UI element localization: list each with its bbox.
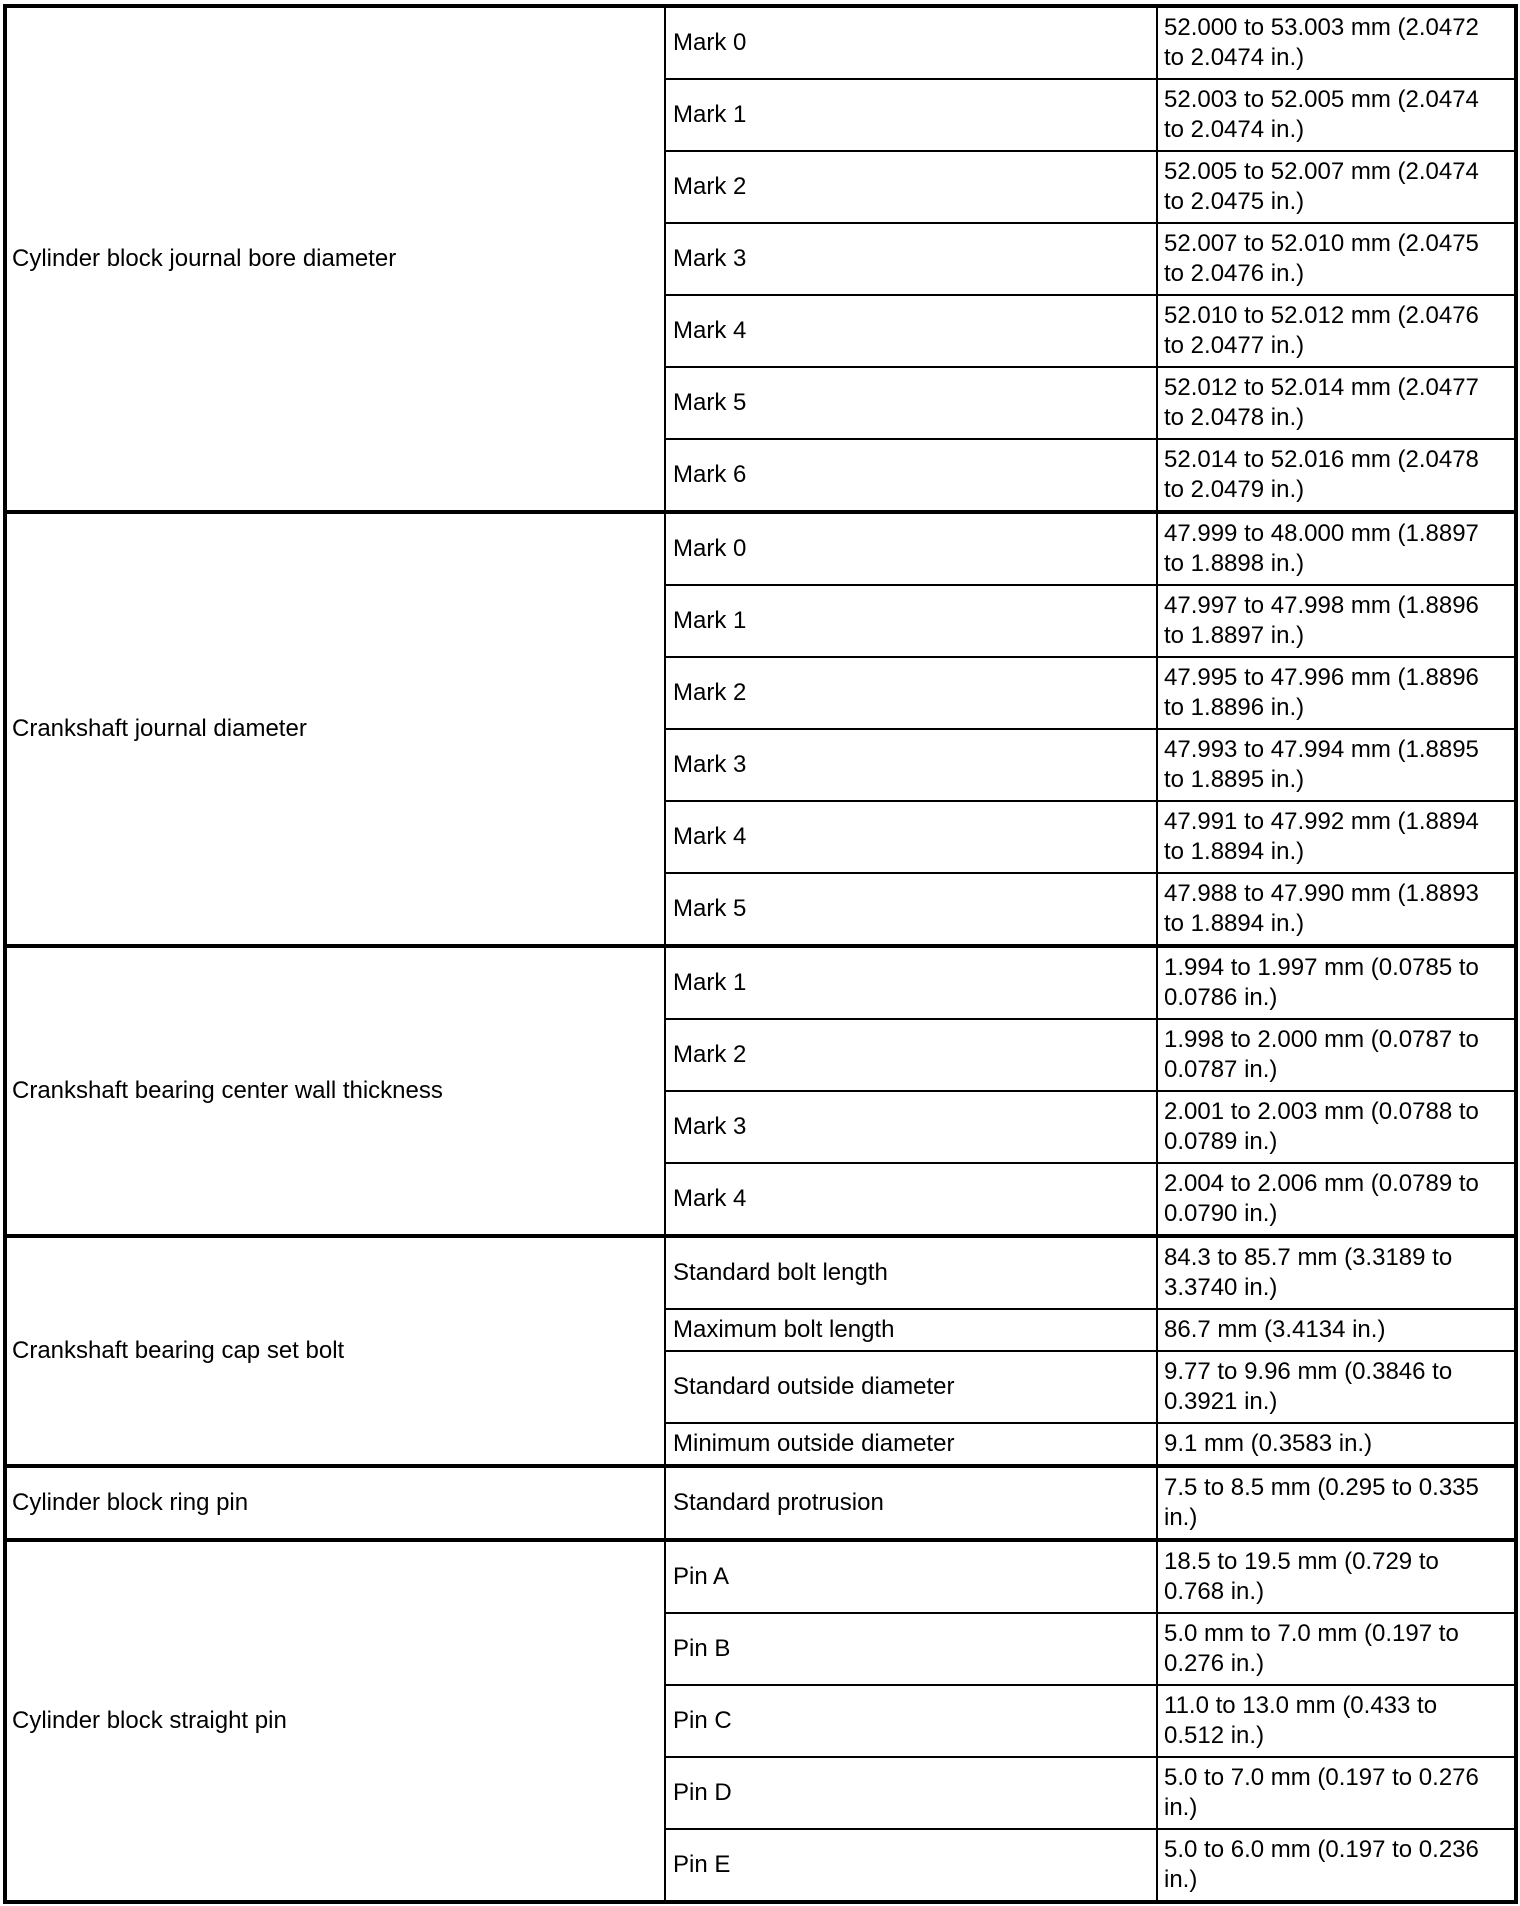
spec-item-cell: Mark 1 [665,585,1157,657]
spec-item-cell: Mark 0 [665,512,1157,585]
spec-item-cell: Maximum bolt length [665,1309,1157,1351]
spec-item-cell: Mark 2 [665,1019,1157,1091]
spec-item-cell: Standard protrusion [665,1466,1157,1540]
spec-item-cell: Standard bolt length [665,1236,1157,1309]
spec-value-cell: 47.999 to 48.000 mm (1.8897 to 1.8898 in.) [1157,512,1516,585]
spec-value-cell: 84.3 to 85.7 mm (3.3189 to 3.3740 in.) [1157,1236,1516,1309]
spec-value-cell: 52.010 to 52.012 mm (2.0476 to 2.0477 in.) [1157,295,1516,367]
spec-value-cell: 52.005 to 52.007 mm (2.0474 to 2.0475 in.) [1157,151,1516,223]
spec-value-cell: 1.994 to 1.997 mm (0.0785 to 0.0786 in.) [1157,946,1516,1019]
spec-value-cell: 47.997 to 47.998 mm (1.8896 to 1.8897 in.) [1157,585,1516,657]
spec-row [5,1236,1516,1309]
spec-item-cell: Mark 4 [665,801,1157,873]
spec-value-cell: 1.998 to 2.000 mm (0.0787 to 0.0787 in.) [1157,1019,1516,1091]
spec-item-cell: Pin E [665,1829,1157,1902]
spec-value-cell: 52.000 to 53.003 mm (2.0472 to 2.0474 in.) [1157,6,1516,79]
spec-value-cell: 52.012 to 52.014 mm (2.0477 to 2.0478 in.) [1157,367,1516,439]
spec-item-cell: Mark 6 [665,439,1157,512]
spec-item-cell: Mark 0 [665,6,1157,79]
spec-table-body [5,6,1516,1902]
spec-item-cell: Mark 2 [665,151,1157,223]
spec-table [3,4,1518,1904]
spec-item-cell: Mark 2 [665,657,1157,729]
category-cell: Crankshaft bearing cap set bolt [5,1236,665,1466]
spec-value-cell: 11.0 to 13.0 mm (0.433 to 0.512 in.) [1157,1685,1516,1757]
spec-value-cell: 2.001 to 2.003 mm (0.0788 to 0.0789 in.) [1157,1091,1516,1163]
spec-row [5,1466,1516,1540]
spec-item-cell: Mark 5 [665,873,1157,946]
spec-value-cell: 52.003 to 52.005 mm (2.0474 to 2.0474 in.) [1157,79,1516,151]
spec-item-cell: Mark 3 [665,223,1157,295]
spec-item-cell: Mark 5 [665,367,1157,439]
spec-item-cell: Mark 3 [665,1091,1157,1163]
category-cell: Cylinder block journal bore diameter [5,6,665,512]
spec-value-cell: 9.1 mm (0.3583 in.) [1157,1423,1516,1466]
spec-value-cell: 9.77 to 9.96 mm (0.3846 to 0.3921 in.) [1157,1351,1516,1423]
spec-value-cell: 18.5 to 19.5 mm (0.729 to 0.768 in.) [1157,1540,1516,1613]
spec-item-cell: Standard outside diameter [665,1351,1157,1423]
spec-value-cell: 86.7 mm (3.4134 in.) [1157,1309,1516,1351]
spec-item-cell: Mark 1 [665,79,1157,151]
spec-value-cell: 5.0 to 6.0 mm (0.197 to 0.236 in.) [1157,1829,1516,1902]
spec-item-cell: Mark 3 [665,729,1157,801]
spec-value-cell: 47.995 to 47.996 mm (1.8896 to 1.8896 in.) [1157,657,1516,729]
spec-row [5,1540,1516,1613]
spec-value-cell: 52.007 to 52.010 mm (2.0475 to 2.0476 in.) [1157,223,1516,295]
spec-item-cell: Pin B [665,1613,1157,1685]
spec-value-cell: 47.993 to 47.994 mm (1.8895 to 1.8895 in.) [1157,729,1516,801]
spec-item-cell: Pin C [665,1685,1157,1757]
spec-item-cell: Pin A [665,1540,1157,1613]
spec-item-cell: Mark 4 [665,1163,1157,1236]
spec-row [5,512,1516,585]
spec-item-cell: Pin D [665,1757,1157,1829]
spec-row [5,6,1516,79]
spec-value-cell: 52.014 to 52.016 mm (2.0478 to 2.0479 in.) [1157,439,1516,512]
spec-item-cell: Minimum outside diameter [665,1423,1157,1466]
category-cell: Cylinder block ring pin [5,1466,665,1540]
spec-row [5,946,1516,1019]
spec-value-cell: 2.004 to 2.006 mm (0.0789 to 0.0790 in.) [1157,1163,1516,1236]
spec-value-cell: 47.991 to 47.992 mm (1.8894 to 1.8894 in.) [1157,801,1516,873]
category-cell: Crankshaft journal diameter [5,512,665,946]
spec-value-cell: 5.0 to 7.0 mm (0.197 to 0.276 in.) [1157,1757,1516,1829]
spec-value-cell: 7.5 to 8.5 mm (0.295 to 0.335 in.) [1157,1466,1516,1540]
spec-value-cell: 47.988 to 47.990 mm (1.8893 to 1.8894 in.) [1157,873,1516,946]
spec-value-cell: 5.0 mm to 7.0 mm (0.197 to 0.276 in.) [1157,1613,1516,1685]
spec-item-cell: Mark 1 [665,946,1157,1019]
category-cell: Cylinder block straight pin [5,1540,665,1902]
spec-item-cell: Mark 4 [665,295,1157,367]
category-cell: Crankshaft bearing center wall thickness [5,946,665,1236]
